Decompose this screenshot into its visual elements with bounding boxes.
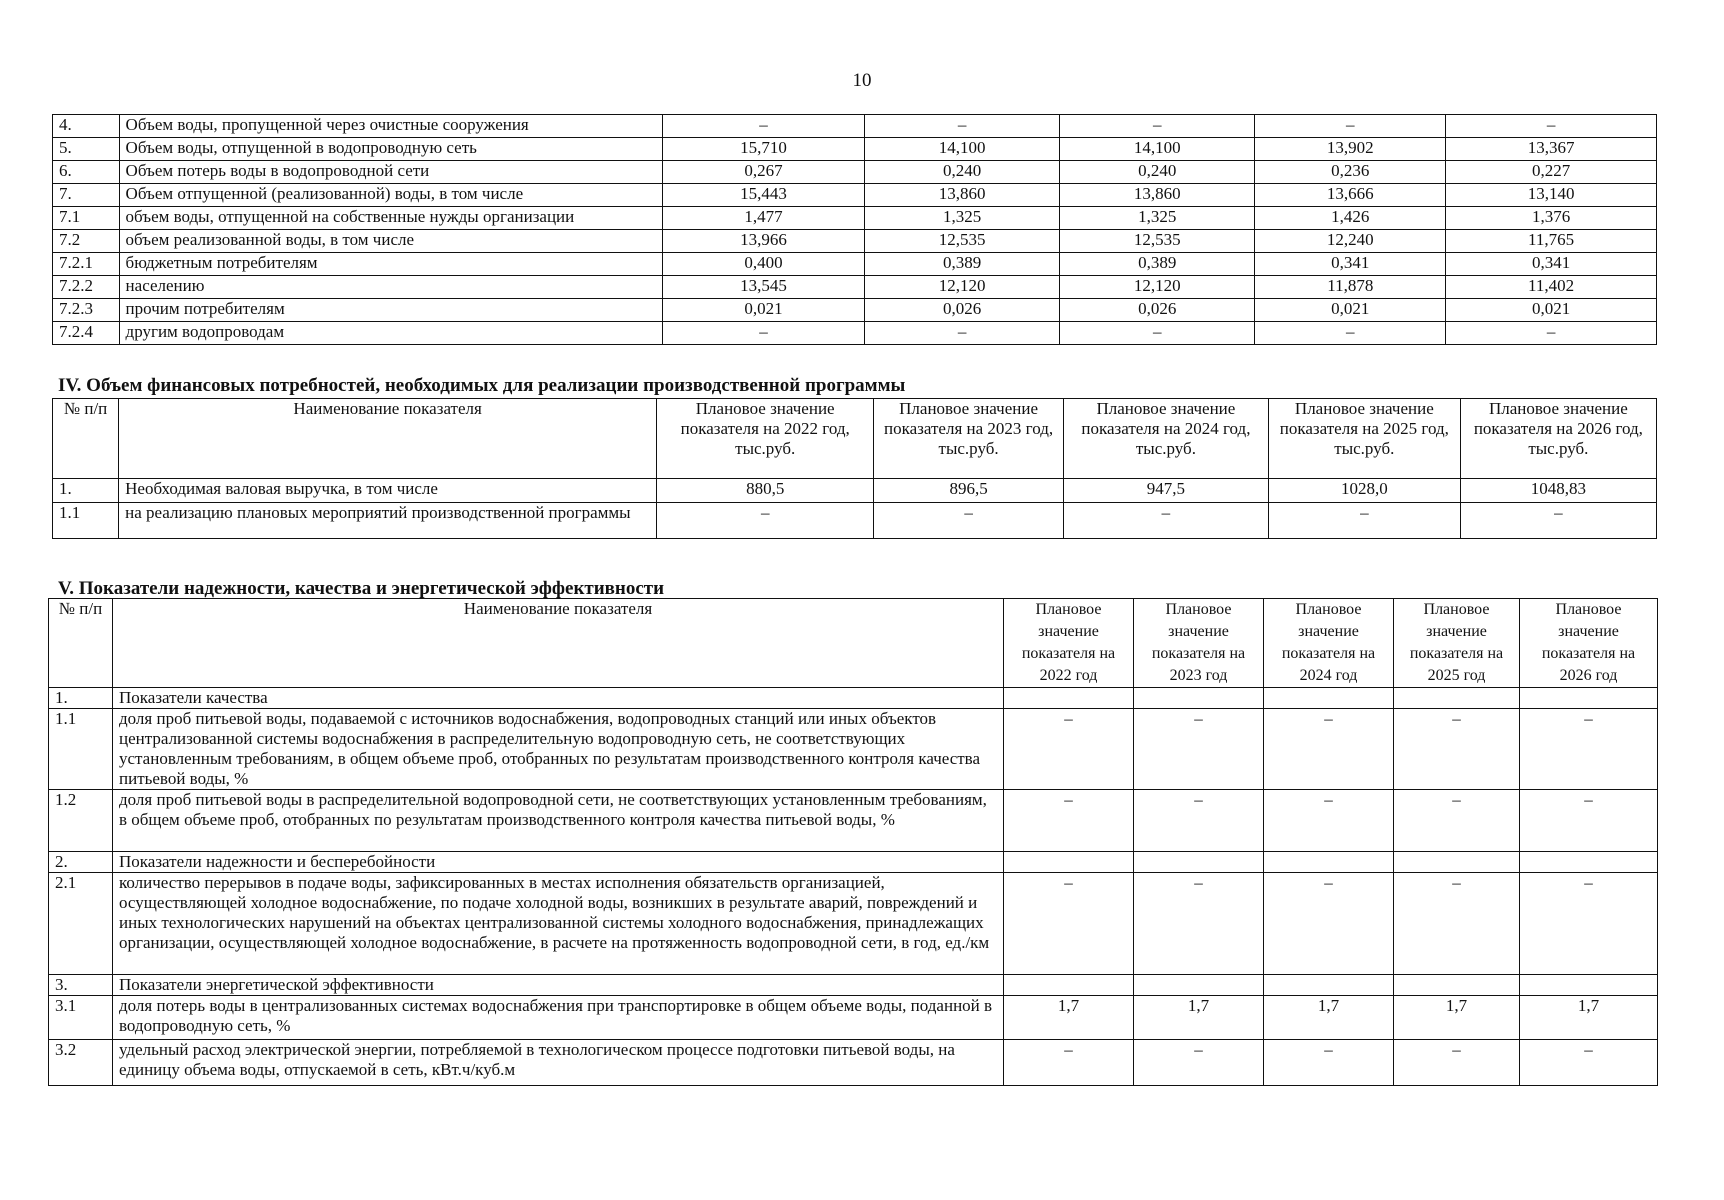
row-number: 1.	[49, 688, 113, 709]
row-value: 1028,0	[1268, 479, 1460, 503]
header-num: № п/п	[49, 599, 113, 688]
row-value: –	[1264, 1040, 1394, 1086]
table-row	[53, 161, 1657, 184]
row-value: –	[1134, 790, 1264, 852]
row-value: –	[864, 322, 1059, 345]
row-value	[1134, 688, 1264, 709]
row-value: –	[1134, 709, 1264, 790]
row-value: –	[1268, 503, 1460, 539]
row-value	[1520, 852, 1658, 873]
row-number: 3.2	[49, 1040, 113, 1086]
row-value: 1,477	[663, 207, 865, 230]
row-value: –	[1460, 503, 1656, 539]
table-row	[53, 138, 1657, 161]
table-row	[53, 184, 1657, 207]
row-value: –	[1264, 873, 1394, 975]
row-value: 1,7	[1394, 996, 1520, 1040]
row-indicator-name: Показатели энергетической эффективности	[113, 975, 1004, 996]
table-row	[53, 207, 1657, 230]
row-value: 1,426	[1255, 207, 1446, 230]
row-indicator-name: Показатели качества	[113, 688, 1004, 709]
row-value	[1264, 852, 1394, 873]
row-value: 0,389	[1060, 253, 1255, 276]
row-indicator-name: Необходимая валовая выручка, в том числе	[119, 479, 657, 503]
row-value	[1394, 975, 1520, 996]
row-indicator-name: населению	[119, 276, 663, 299]
row-value: 880,5	[657, 479, 874, 503]
header-year-2024: Плановое значение показателя на 2024 год	[1264, 599, 1394, 688]
row-value: 0,021	[663, 299, 865, 322]
row-value: 0,026	[864, 299, 1059, 322]
row-value: –	[874, 503, 1064, 539]
row-value: –	[1134, 873, 1264, 975]
table-row	[49, 996, 1658, 1040]
table-row	[49, 873, 1658, 975]
financial-needs-table	[52, 398, 1657, 539]
row-value: 1,325	[864, 207, 1059, 230]
row-value: 0,341	[1255, 253, 1446, 276]
table-row	[49, 975, 1658, 996]
row-value	[1394, 852, 1520, 873]
header-name: Наименование показателя	[119, 399, 657, 479]
header-num: № п/п	[53, 399, 119, 479]
row-value: 13,140	[1446, 184, 1657, 207]
row-value: 0,240	[864, 161, 1059, 184]
row-value: 0,021	[1255, 299, 1446, 322]
row-value: 947,5	[1063, 479, 1268, 503]
row-indicator-name: количество перерывов в подаче воды, зафиксированных в местах исполнения обязательств организацией, осуществляющей холодное водоснабжение, по подаче холодной воды, возникших в результате аварий, повреждений и иных технологических нарушений на объектах централизованной системы холодного водоснабжения, принадлежащих организации, осуществляющей холодное водоснабжение, в расчете на протяженность водопроводной сети, в год, ед./км	[113, 873, 1004, 975]
row-value: –	[1520, 873, 1658, 975]
row-value: 14,100	[1060, 138, 1255, 161]
row-value: –	[657, 503, 874, 539]
row-value	[1520, 975, 1658, 996]
table-row	[53, 299, 1657, 322]
row-number: 3.1	[49, 996, 113, 1040]
row-indicator-name: Объем потерь воды в водопроводной сети	[119, 161, 663, 184]
row-value: –	[864, 115, 1059, 138]
row-value: 12,120	[1060, 276, 1255, 299]
row-indicator-name: на реализацию плановых мероприятий производственной программы	[119, 503, 657, 539]
row-value: –	[1060, 322, 1255, 345]
header-year-2025: Плановое значение показателя на 2025 год, тыс.руб.	[1268, 399, 1460, 479]
table-row	[53, 479, 1657, 503]
row-value	[1134, 975, 1264, 996]
row-value: –	[1520, 1040, 1658, 1086]
row-value: –	[1004, 790, 1134, 852]
row-value: 13,545	[663, 276, 865, 299]
row-value: 12,240	[1255, 230, 1446, 253]
reliability-quality-table	[48, 598, 1658, 1086]
row-value: 1048,83	[1460, 479, 1656, 503]
row-value: –	[1520, 790, 1658, 852]
row-number: 6.	[53, 161, 120, 184]
row-value	[1004, 688, 1134, 709]
row-value: 0,026	[1060, 299, 1255, 322]
row-value: –	[1520, 709, 1658, 790]
row-value: 0,227	[1446, 161, 1657, 184]
row-value: 15,710	[663, 138, 865, 161]
row-value: 12,535	[1060, 230, 1255, 253]
section-4-title: IV. Объем финансовых потребностей, необходимых для реализации производственной программы	[58, 375, 906, 396]
row-value: 0,240	[1060, 161, 1255, 184]
row-indicator-name: доля проб питьевой воды в распределительной водопроводной сети, не соответствующих установленным требованиям, в общем объеме проб, отобранных по результатам производственного контроля качества питьевой воды, %	[113, 790, 1004, 852]
row-number: 7.	[53, 184, 120, 207]
row-indicator-name: бюджетным потребителям	[119, 253, 663, 276]
row-number: 4.	[53, 115, 120, 138]
row-number: 1.	[53, 479, 119, 503]
table-row	[49, 709, 1658, 790]
header-name: Наименование показателя	[113, 599, 1004, 688]
row-indicator-name: объем реализованной воды, в том числе	[119, 230, 663, 253]
row-value: –	[1134, 1040, 1264, 1086]
row-indicator-name: доля потерь воды в централизованных системах водоснабжения при транспортировке в общем объеме воды, поданной в водопроводную сеть, %	[113, 996, 1004, 1040]
row-number: 7.2.4	[53, 322, 120, 345]
row-value: –	[1264, 709, 1394, 790]
row-value: –	[663, 115, 865, 138]
header-year-2025: Плановое значение показателя на 2025 год	[1394, 599, 1520, 688]
row-value: 1,7	[1004, 996, 1134, 1040]
header-year-2022: Плановое значение показателя на 2022 год	[1004, 599, 1134, 688]
row-value: 15,443	[663, 184, 865, 207]
row-value	[1004, 852, 1134, 873]
row-value	[1394, 688, 1520, 709]
row-number: 7.2.2	[53, 276, 120, 299]
row-number: 7.1	[53, 207, 120, 230]
row-value: –	[1060, 115, 1255, 138]
header-year-2024: Плановое значение показателя на 2024 год, тыс.руб.	[1063, 399, 1268, 479]
row-number: 7.2.3	[53, 299, 120, 322]
row-indicator-name: Объем отпущенной (реализованной) воды, в том числе	[119, 184, 663, 207]
row-value	[1520, 688, 1658, 709]
row-value: 11,878	[1255, 276, 1446, 299]
row-value: 13,860	[864, 184, 1059, 207]
row-number: 5.	[53, 138, 120, 161]
header-year-2026: Плановое значение показателя на 2026 год	[1520, 599, 1658, 688]
row-value: 0,389	[864, 253, 1059, 276]
row-value: 1,325	[1060, 207, 1255, 230]
table-row	[53, 322, 1657, 345]
row-value: –	[1446, 322, 1657, 345]
row-value: 13,966	[663, 230, 865, 253]
row-value: 0,236	[1255, 161, 1446, 184]
row-number: 7.2	[53, 230, 120, 253]
row-value: 13,367	[1446, 138, 1657, 161]
table-row	[53, 230, 1657, 253]
row-value: –	[1394, 790, 1520, 852]
section-5-title: V. Показатели надежности, качества и энергетической эффективности	[58, 578, 665, 599]
row-value: 1,7	[1264, 996, 1394, 1040]
row-number: 2.	[49, 852, 113, 873]
row-value: 896,5	[874, 479, 1064, 503]
row-value: –	[1255, 322, 1446, 345]
row-value: –	[1255, 115, 1446, 138]
row-value: 11,765	[1446, 230, 1657, 253]
row-value	[1004, 975, 1134, 996]
row-value: –	[1394, 1040, 1520, 1086]
row-value: 12,535	[864, 230, 1059, 253]
row-value: –	[1004, 873, 1134, 975]
header-year-2026: Плановое значение показателя на 2026 год, тыс.руб.	[1460, 399, 1656, 479]
table-row	[49, 790, 1658, 852]
row-value: 12,120	[864, 276, 1059, 299]
row-indicator-name: прочим потребителям	[119, 299, 663, 322]
row-value	[1264, 688, 1394, 709]
table-row	[49, 852, 1658, 873]
table-row	[53, 276, 1657, 299]
row-value: 0,341	[1446, 253, 1657, 276]
row-value: 13,902	[1255, 138, 1446, 161]
page-number: 10	[852, 70, 872, 91]
row-value: –	[1004, 1040, 1134, 1086]
row-value: –	[1004, 709, 1134, 790]
row-value: 0,400	[663, 253, 865, 276]
table-row	[53, 503, 1657, 539]
table-row	[49, 688, 1658, 709]
row-indicator-name: Объем воды, пропущенной через очистные сооружения	[119, 115, 663, 138]
row-number: 1.1	[49, 709, 113, 790]
table-row	[53, 253, 1657, 276]
row-value: 13,860	[1060, 184, 1255, 207]
header-year-2023: Плановое значение показателя на 2023 год, тыс.руб.	[874, 399, 1064, 479]
row-value: 13,666	[1255, 184, 1446, 207]
row-indicator-name: доля проб питьевой воды, подаваемой с источников водоснабжения, водопроводных станций или иных объектов централизованной системы водоснабжения в распределительную водопроводную сеть, не соответствующих установленным требованиям, в общем объеме проб, отобранных по результатам производственного контроля качества питьевой воды, %	[113, 709, 1004, 790]
row-value: 1,7	[1134, 996, 1264, 1040]
row-indicator-name: Показатели надежности и бесперебойности	[113, 852, 1004, 873]
row-value: –	[1446, 115, 1657, 138]
row-value: –	[1063, 503, 1268, 539]
row-value: 0,021	[1446, 299, 1657, 322]
row-value	[1264, 975, 1394, 996]
row-value: 14,100	[864, 138, 1059, 161]
water-volume-table	[52, 114, 1657, 345]
row-value: 1,376	[1446, 207, 1657, 230]
row-number: 7.2.1	[53, 253, 120, 276]
row-number: 3.	[49, 975, 113, 996]
row-value: 11,402	[1446, 276, 1657, 299]
row-value: –	[663, 322, 865, 345]
row-indicator-name: другим водопроводам	[119, 322, 663, 345]
row-value: 0,267	[663, 161, 865, 184]
row-value	[1134, 852, 1264, 873]
row-value: 1,7	[1520, 996, 1658, 1040]
row-indicator-name: объем воды, отпущенной на собственные нужды организации	[119, 207, 663, 230]
row-number: 1.1	[53, 503, 119, 539]
row-value: –	[1394, 709, 1520, 790]
row-number: 2.1	[49, 873, 113, 975]
header-year-2023: Плановое значение показателя на 2023 год	[1134, 599, 1264, 688]
row-value: –	[1264, 790, 1394, 852]
row-value: –	[1394, 873, 1520, 975]
row-indicator-name: Объем воды, отпущенной в водопроводную сеть	[119, 138, 663, 161]
table-row	[49, 1040, 1658, 1086]
header-year-2022: Плановое значение показателя на 2022 год, тыс.руб.	[657, 399, 874, 479]
table-row	[53, 115, 1657, 138]
row-indicator-name: удельный расход электрической энергии, потребляемой в технологическом процессе подготовки питьевой воды, на единицу объема воды, отпускаемой в сеть, кВт.ч/куб.м	[113, 1040, 1004, 1086]
row-number: 1.2	[49, 790, 113, 852]
